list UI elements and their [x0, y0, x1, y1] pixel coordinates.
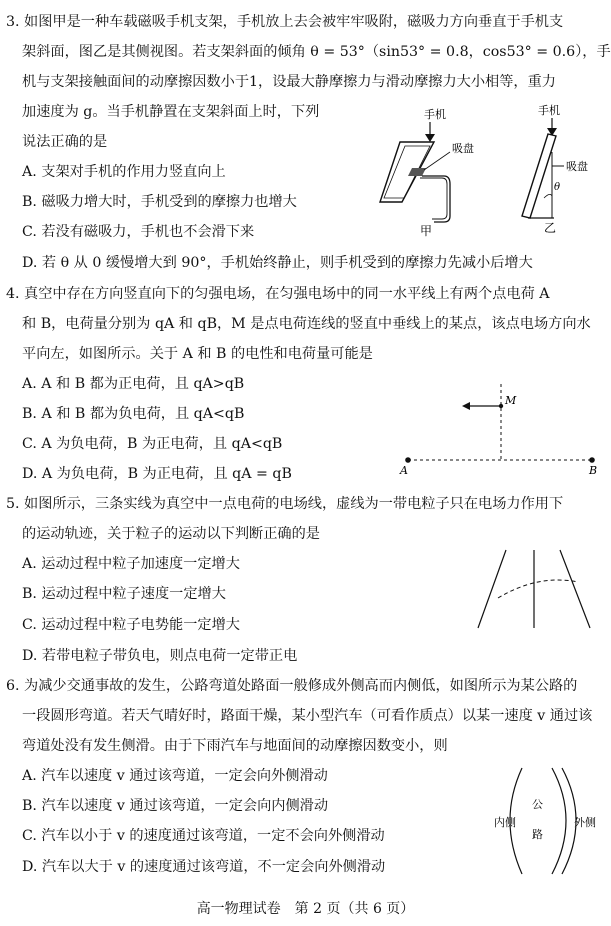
point-m-label: M — [505, 394, 517, 407]
q4-stem-line: 平向左，如图所示。关于 A 和 B 的电性和电荷量可能是 — [22, 346, 373, 362]
q6-option-d: D. 汽车以大于 v 的速度通过该弯道，不一定会向外侧滑动 — [22, 859, 386, 875]
charge-a-label: A — [400, 464, 408, 477]
phone-holder-figure-jia — [372, 104, 497, 238]
q4-option-c: C. A 为负电荷，B 为正电荷，且 qA<qB — [22, 436, 283, 452]
charge-b-label: B — [589, 464, 598, 477]
fig-yi-theta-label: θ — [554, 182, 561, 193]
road-label-lu: 路 — [532, 828, 543, 841]
q5-option-d: D. 若带电粒子带负电，则点电荷一定带正电 — [22, 648, 298, 664]
q3-stem-line: 3. 如图甲是一种车载磁吸手机支架，手机放上去会被牢牢吸附，磁吸力方向垂直于手机支 — [6, 14, 564, 30]
q5-option-c: C. 运动过程中粒子电势能一定增大 — [22, 617, 240, 633]
q5-option-a: A. 运动过程中粒子加速度一定增大 — [22, 556, 240, 572]
q3-stem-line: 架斜面，图乙是其侧视图。若支架斜面的倾角 θ = 53°（sin53° = 0.8，cos53° = 0.6），手 — [22, 44, 611, 60]
q5-stem-line: 5. 如图所示，三条实线为真空中一点电荷的电场线，虚线为一带电粒子只在电场力作用下 — [6, 496, 564, 512]
q3-option-d: D. 若 θ 从 0 缓慢增大到 90°，手机始终静止，则手机受到的摩擦力先减小后增大 — [22, 255, 533, 271]
q6-stem-line: 弯道处没有发生侧滑。由于下雨汽车与地面间的动摩擦因数变小，则 — [22, 738, 448, 754]
q6-option-b: B. 汽车以速度 v 通过该弯道，一定会向内侧滑动 — [22, 798, 329, 814]
q4-option-a: A. A 和 B 都为正电荷，且 qA>qB — [22, 376, 245, 392]
road-label-gong: 公 — [532, 798, 543, 811]
q6-stem-line: 一段圆形弯道。若天气晴好时，路面干燥，某小型汽车（可看作质点）以某一速度 v 通过该 — [22, 708, 593, 724]
q6-stem-line: 6. 为减少交通事故的发生，公路弯道处路面一般修成外侧高而内侧低，如图所示为某公路的 — [6, 678, 578, 694]
q3-stem-line: 加速度为 g。当手机静置在支架斜面上时，下列 — [22, 104, 320, 120]
fig-yi-suction-label: 吸盘 — [566, 160, 588, 173]
fig-yi-caption: 乙 — [544, 221, 557, 235]
q3-option-b: B. 磁吸力增大时，手机受到的摩擦力也增大 — [22, 194, 297, 210]
phone-holder-figure-yi — [508, 100, 603, 238]
page-footer: 高一物理试卷 第 2 页（共 6 页） — [196, 901, 415, 917]
outer-side-label: 外侧 — [574, 816, 596, 829]
q3-stem-line: 机与支架接触面间的动摩擦因数小于1，设最大静摩擦力与滑动摩擦力大小相等，重力 — [22, 74, 556, 90]
q4-stem-line: 4. 真空中存在方向竖直向下的匀强电场，在匀强电场中的同一水平线上有两个点电荷 A — [6, 286, 550, 302]
fig-jia-suction-label: 吸盘 — [452, 142, 474, 155]
fig-jia-phone-label: 手机 — [424, 108, 446, 121]
inner-side-label: 内侧 — [494, 816, 516, 829]
q6-option-c: C. 汽车以小于 v 的速度通过该弯道，一定不会向外侧滑动 — [22, 828, 385, 844]
fig-yi-phone-label: 手机 — [538, 104, 560, 117]
q4-option-d: D. A 为负电荷，B 为正电荷，且 qA = qB — [22, 466, 292, 482]
q5-stem-line: 的运动轨迹，关于粒子的运动以下判断正确的是 — [22, 526, 320, 542]
q4-option-b: B. A 和 B 都为负电荷，且 qA<qB — [22, 406, 245, 422]
field-lines-figure — [468, 548, 598, 630]
q3-option-c: C. 若没有磁吸力，手机也不会滑下来 — [22, 224, 255, 240]
fig-jia-caption: 甲 — [420, 224, 433, 238]
q3-stem-line: 说法正确的是 — [22, 134, 108, 150]
curved-road-figure — [482, 764, 602, 878]
q4-stem-line: 和 B，电荷量分别为 qA 和 qB，M 是点电荷连线的竖直中垂线上的某点，该点电场方向水 — [22, 316, 591, 332]
point-charges-figure — [392, 382, 602, 478]
q6-option-a: A. 汽车以速度 v 通过该弯道，一定会向外侧滑动 — [22, 768, 328, 784]
q5-option-b: B. 运动过程中粒子速度一定增大 — [22, 586, 226, 602]
q3-option-a: A. 支架对手机的作用力竖直向上 — [22, 164, 226, 180]
